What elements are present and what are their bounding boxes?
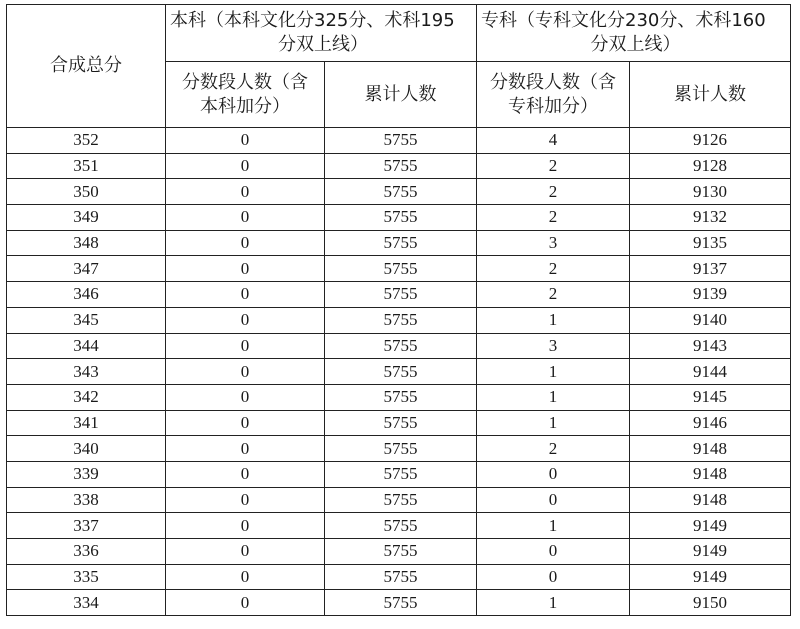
cell-undergrad-cumulative: 5755 <box>325 590 477 616</box>
cell-undergrad-cumulative: 5755 <box>325 436 477 462</box>
header-junior-cumulative-label: 累计人数 <box>674 83 746 105</box>
cell-junior-count: 4 <box>477 128 630 154</box>
header-junior-count-line1: 分数段人数（含 <box>490 71 616 93</box>
cell-total-score: 344 <box>7 333 166 359</box>
cell-undergrad-count: 0 <box>166 487 325 513</box>
cell-total-score: 348 <box>7 230 166 256</box>
cell-junior-cumulative: 9149 <box>630 513 791 539</box>
cell-total-score: 351 <box>7 153 166 179</box>
cell-junior-count: 0 <box>477 539 630 565</box>
cell-total-score: 337 <box>7 513 166 539</box>
header-undergrad-group <box>166 5 477 62</box>
cell-undergrad-count: 0 <box>166 590 325 616</box>
cell-junior-cumulative: 9128 <box>630 153 791 179</box>
cell-junior-cumulative: 9137 <box>630 256 791 282</box>
header-junior-count <box>477 62 630 128</box>
header-junior-group-line1: 专科（专科文化分230分、术科160 <box>481 10 766 31</box>
table-body <box>7 128 791 616</box>
cell-junior-cumulative: 9148 <box>630 487 791 513</box>
cell-total-score: 343 <box>7 359 166 385</box>
header-junior-count-line2: 专科加分） <box>508 95 598 117</box>
cell-junior-count: 0 <box>477 461 630 487</box>
table-row <box>7 461 791 487</box>
cell-junior-count: 1 <box>477 359 630 385</box>
cell-total-score: 352 <box>7 128 166 154</box>
cell-undergrad-cumulative: 5755 <box>325 282 477 308</box>
table-row <box>7 410 791 436</box>
cell-junior-count: 1 <box>477 410 630 436</box>
table-row <box>7 539 791 565</box>
table-row <box>7 282 791 308</box>
cell-total-score: 336 <box>7 539 166 565</box>
cell-junior-cumulative: 9140 <box>630 307 791 333</box>
cell-undergrad-cumulative: 5755 <box>325 128 477 154</box>
cell-undergrad-count: 0 <box>166 205 325 231</box>
cell-undergrad-cumulative: 5755 <box>325 307 477 333</box>
cell-junior-cumulative: 9145 <box>630 384 791 410</box>
cell-undergrad-cumulative: 5755 <box>325 153 477 179</box>
table-row <box>7 333 791 359</box>
cell-undergrad-count: 0 <box>166 307 325 333</box>
cell-total-score: 346 <box>7 282 166 308</box>
table-row <box>7 153 791 179</box>
cell-undergrad-count: 0 <box>166 539 325 565</box>
cell-junior-count: 2 <box>477 436 630 462</box>
cell-junior-cumulative: 9148 <box>630 461 791 487</box>
header-junior-group-line2: 分双上线） <box>590 34 681 55</box>
cell-junior-cumulative: 9146 <box>630 410 791 436</box>
cell-undergrad-cumulative: 5755 <box>325 359 477 385</box>
cell-total-score: 335 <box>7 564 166 590</box>
cell-undergrad-count: 0 <box>166 153 325 179</box>
cell-junior-cumulative: 9149 <box>630 564 791 590</box>
header-undergrad-group-line2: 分双上线） <box>278 34 368 55</box>
cell-undergrad-cumulative: 5755 <box>325 230 477 256</box>
cell-undergrad-cumulative: 5755 <box>325 564 477 590</box>
cell-undergrad-cumulative: 5755 <box>325 179 477 205</box>
cell-undergrad-count: 0 <box>166 513 325 539</box>
table-row <box>7 230 791 256</box>
table-row <box>7 590 791 616</box>
cell-undergrad-cumulative: 5755 <box>325 384 477 410</box>
table-row <box>7 179 791 205</box>
table-header <box>7 5 791 128</box>
header-undergrad-count <box>166 62 325 128</box>
cell-junior-cumulative: 9148 <box>630 436 791 462</box>
header-junior-cumulative <box>630 62 791 128</box>
cell-undergrad-count: 0 <box>166 461 325 487</box>
cell-junior-count: 1 <box>477 590 630 616</box>
table-row <box>7 487 791 513</box>
cell-junior-cumulative: 9130 <box>630 179 791 205</box>
cell-undergrad-count: 0 <box>166 564 325 590</box>
header-junior-group <box>477 5 791 62</box>
cell-total-score: 340 <box>7 436 166 462</box>
cell-junior-cumulative: 9135 <box>630 230 791 256</box>
cell-junior-count: 3 <box>477 230 630 256</box>
cell-total-score: 347 <box>7 256 166 282</box>
cell-junior-count: 1 <box>477 384 630 410</box>
cell-junior-cumulative: 9143 <box>630 333 791 359</box>
cell-undergrad-cumulative: 5755 <box>325 487 477 513</box>
header-undergrad-count-line1: 分数段人数（含 <box>182 71 308 93</box>
cell-total-score: 345 <box>7 307 166 333</box>
header-row-groups <box>7 5 791 62</box>
table-row <box>7 384 791 410</box>
cell-junior-count: 2 <box>477 256 630 282</box>
cell-undergrad-count: 0 <box>166 230 325 256</box>
table-row <box>7 436 791 462</box>
cell-undergrad-count: 0 <box>166 282 325 308</box>
table-row <box>7 564 791 590</box>
header-undergrad-cumulative-label: 累计人数 <box>364 83 437 105</box>
cell-undergrad-cumulative: 5755 <box>325 461 477 487</box>
score-distribution-table <box>6 4 791 616</box>
cell-junior-cumulative: 9132 <box>630 205 791 231</box>
cell-total-score: 339 <box>7 461 166 487</box>
cell-junior-cumulative: 9150 <box>630 590 791 616</box>
cell-total-score: 341 <box>7 410 166 436</box>
cell-junior-count: 1 <box>477 307 630 333</box>
cell-junior-count: 2 <box>477 282 630 308</box>
header-total-score <box>7 5 166 128</box>
cell-total-score: 350 <box>7 179 166 205</box>
cell-undergrad-cumulative: 5755 <box>325 539 477 565</box>
cell-junior-count: 3 <box>477 333 630 359</box>
cell-junior-count: 2 <box>477 205 630 231</box>
cell-junior-count: 1 <box>477 513 630 539</box>
cell-junior-count: 2 <box>477 179 630 205</box>
cell-undergrad-count: 0 <box>166 384 325 410</box>
cell-undergrad-cumulative: 5755 <box>325 410 477 436</box>
cell-junior-cumulative: 9139 <box>630 282 791 308</box>
cell-undergrad-count: 0 <box>166 436 325 462</box>
cell-total-score: 338 <box>7 487 166 513</box>
cell-junior-count: 0 <box>477 564 630 590</box>
cell-undergrad-count: 0 <box>166 256 325 282</box>
cell-total-score: 349 <box>7 205 166 231</box>
header-undergrad-cumulative <box>325 62 477 128</box>
header-total-score-label: 合成总分 <box>50 55 122 76</box>
table-row <box>7 128 791 154</box>
table-row <box>7 256 791 282</box>
table-row <box>7 513 791 539</box>
table-row <box>7 307 791 333</box>
cell-undergrad-count: 0 <box>166 410 325 436</box>
cell-undergrad-cumulative: 5755 <box>325 513 477 539</box>
cell-undergrad-count: 0 <box>166 128 325 154</box>
cell-junior-cumulative: 9144 <box>630 359 791 385</box>
score-distribution-sheet <box>6 4 790 616</box>
cell-undergrad-count: 0 <box>166 179 325 205</box>
cell-junior-count: 0 <box>477 487 630 513</box>
table-row <box>7 205 791 231</box>
cell-undergrad-cumulative: 5755 <box>325 205 477 231</box>
cell-undergrad-cumulative: 5755 <box>325 256 477 282</box>
header-undergrad-count-line2: 本科加分） <box>200 95 290 117</box>
header-undergrad-group-line1: 本科（本科文化分325分、术科195 <box>170 10 455 31</box>
cell-undergrad-count: 0 <box>166 333 325 359</box>
cell-total-score: 342 <box>7 384 166 410</box>
cell-junior-cumulative: 9149 <box>630 539 791 565</box>
cell-undergrad-count: 0 <box>166 359 325 385</box>
cell-junior-cumulative: 9126 <box>630 128 791 154</box>
cell-junior-count: 2 <box>477 153 630 179</box>
cell-undergrad-cumulative: 5755 <box>325 333 477 359</box>
cell-total-score: 334 <box>7 590 166 616</box>
table-row <box>7 359 791 385</box>
